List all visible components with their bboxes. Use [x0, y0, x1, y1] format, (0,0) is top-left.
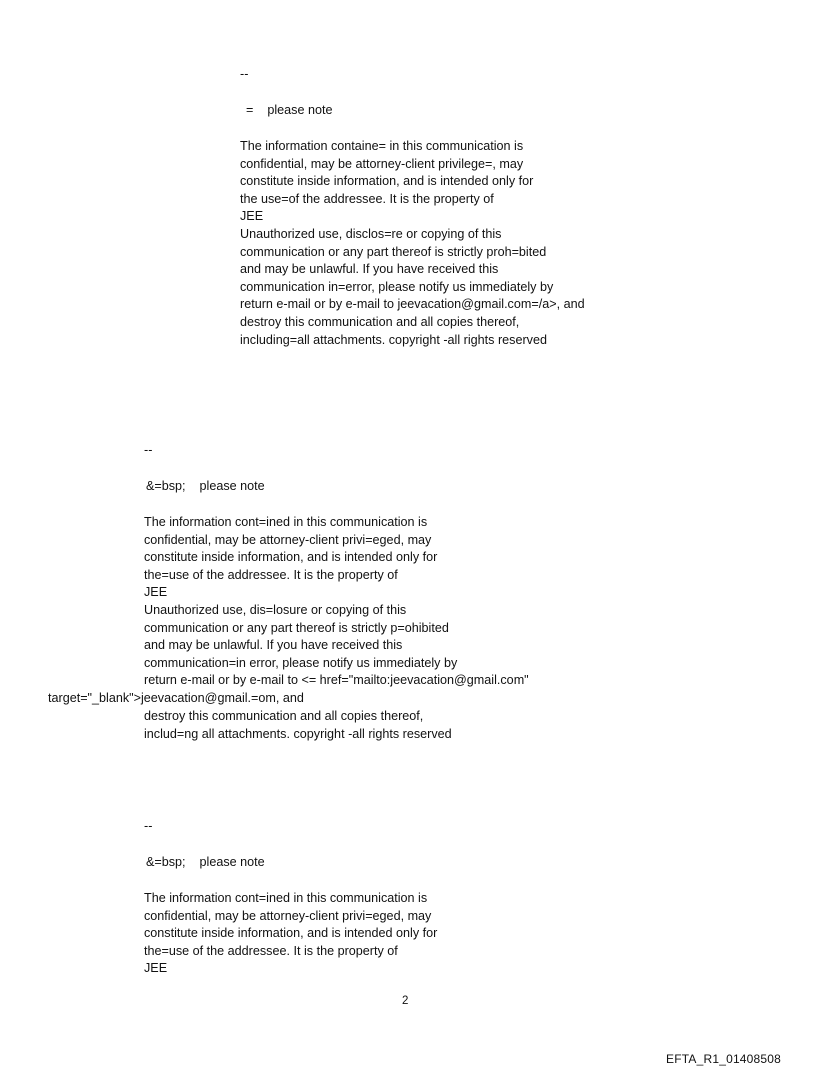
paragraph-line: and may be unlawful. If you have received this [144, 638, 403, 653]
note-heading-3: &=bsp; please note [146, 855, 265, 869]
paragraph-line: constitute inside information, and is intended only for [144, 550, 438, 565]
paragraph-line: the=use of the addressee. It is the property of [144, 567, 398, 582]
notice-paragraph-2-end [144, 708, 452, 743]
paragraph-line: the use=of the addressee. It is the property of [240, 191, 494, 206]
separator-3: -- [144, 819, 153, 833]
notice-paragraph-1 [240, 138, 585, 349]
paragraph-line: and may be unlawful. If you have received this [240, 262, 499, 277]
paragraph-line: The information containe= in this communication is [240, 139, 524, 153]
paragraph-line: JEE [240, 209, 264, 224]
wrapped-line: target="_blank">jeevacation@gmail.=om, and [48, 691, 304, 705]
paragraph-line: JEE [144, 585, 168, 600]
page-number: 2 [402, 995, 409, 1007]
paragraph-line: return e-mail or by e-mail to <= href="mailto:jeevacation@gmail.com" [144, 673, 529, 688]
paragraph-line: JEE [144, 961, 168, 976]
paragraph-line: includ=ng all attachments. copyright -all rights reserved [144, 726, 452, 741]
paragraph-line: Unauthorized use, dis=losure or copying of this [144, 602, 407, 617]
paragraph-line: return e-mail or by e-mail to jeevacation@gmail.com=/a>, and [240, 297, 585, 312]
notice-paragraph-3 [144, 890, 437, 978]
paragraph-line: including=all attachments. copyright -all rights reserved [240, 332, 547, 347]
separator-2: -- [144, 443, 153, 457]
paragraph-line: the=use of the addressee. It is the property of [144, 943, 398, 958]
paragraph-line: The information cont=ined in this communication is [144, 891, 428, 905]
paragraph-line: constitute inside information, and is intended only for [240, 174, 534, 189]
notice-paragraph-2 [144, 514, 529, 690]
bates-number: EFTA_R1_01408508 [666, 1052, 782, 1066]
separator-1: -- [240, 67, 249, 81]
paragraph-line: communication or any part thereof is strictly proh=bited [240, 244, 547, 259]
paragraph-line: The information cont=ined in this communication is [144, 515, 428, 529]
paragraph-line: confidential, may be attorney-client privi=eged, may [144, 908, 432, 923]
paragraph-line: Unauthorized use, disclos=re or copying of this [240, 226, 502, 241]
paragraph-line: constitute inside information, and is intended only for [144, 926, 438, 941]
paragraph-line: confidential, may be attorney-client privilege=, may [240, 156, 524, 171]
paragraph-line: destroy this communication and all copies thereof, [240, 314, 520, 329]
paragraph-line: confidential, may be attorney-client privi=eged, may [144, 532, 432, 547]
paragraph-line: destroy this communication and all copies thereof, [144, 709, 424, 723]
paragraph-line: communication or any part thereof is strictly p=ohibited [144, 620, 449, 635]
paragraph-line: communication in=error, please notify us immediately by [240, 279, 554, 294]
note-heading-2: &=bsp; please note [146, 479, 265, 493]
paragraph-line: communication=in error, please notify us immediately by [144, 655, 458, 670]
note-heading-1: = please note [246, 103, 333, 117]
